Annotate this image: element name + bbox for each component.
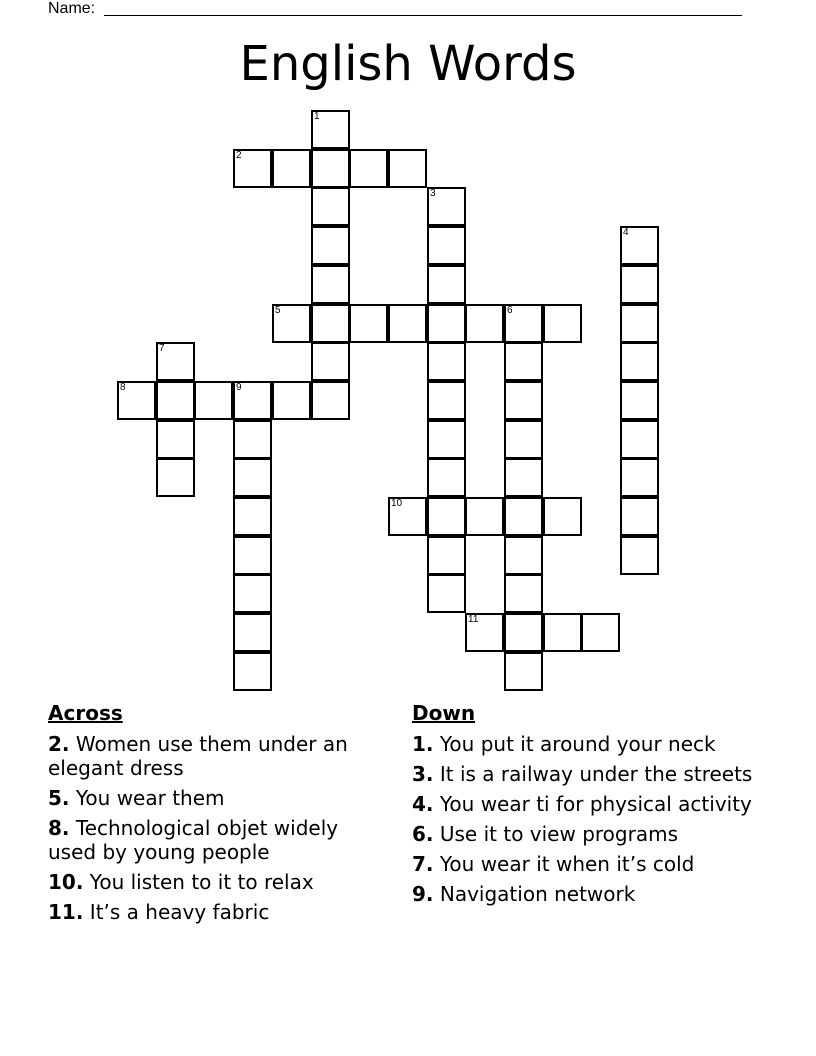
crossword-cell[interactable]	[156, 342, 195, 381]
crossword-cell[interactable]	[427, 304, 466, 343]
crossword-cell[interactable]	[311, 149, 350, 188]
crossword-cell[interactable]	[311, 187, 350, 226]
crossword-cell[interactable]	[117, 381, 156, 420]
crossword-cell[interactable]	[427, 265, 466, 304]
clue-number: 9	[236, 382, 242, 393]
clue-number: 7	[159, 343, 165, 354]
clue-text: You listen to it to relax	[83, 870, 314, 894]
clue-text: Use it to view programs	[433, 822, 678, 846]
down-clue	[412, 762, 772, 786]
crossword-cell[interactable]	[194, 381, 233, 420]
crossword-cell[interactable]	[504, 381, 543, 420]
crossword-cell[interactable]	[311, 381, 350, 420]
across-clue	[48, 900, 388, 924]
across-clue-list	[48, 732, 388, 924]
crossword-cell[interactable]	[427, 420, 466, 459]
crossword-cell[interactable]	[388, 304, 427, 343]
crossword-cell[interactable]	[156, 458, 195, 497]
clue-number: 5	[275, 305, 281, 316]
crossword-cell[interactable]	[620, 381, 659, 420]
crossword-cell[interactable]	[272, 149, 311, 188]
crossword-cell[interactable]	[543, 304, 582, 343]
crossword-cell[interactable]	[233, 652, 272, 691]
down-clue	[412, 882, 772, 906]
across-clue	[48, 870, 388, 894]
crossword-cell[interactable]	[620, 304, 659, 343]
page-title: English Words	[239, 36, 577, 92]
crossword-cell[interactable]	[233, 458, 272, 497]
clue-text: It is a railway under the streets	[433, 762, 753, 786]
clue-num: 7.	[412, 852, 434, 876]
crossword-cell[interactable]	[427, 226, 466, 265]
down-clue-list	[412, 732, 772, 906]
crossword-cell[interactable]	[311, 342, 350, 381]
across-clue	[48, 816, 388, 864]
down-heading: Down	[412, 701, 476, 725]
crossword-cell[interactable]	[620, 420, 659, 459]
crossword-cell[interactable]	[233, 574, 272, 613]
crossword-cell[interactable]	[233, 420, 272, 459]
crossword-cell[interactable]	[504, 652, 543, 691]
clue-num: 5.	[48, 786, 70, 810]
clue-number: 8	[120, 382, 126, 393]
crossword-cell[interactable]	[311, 226, 350, 265]
crossword-cell[interactable]	[233, 613, 272, 652]
clue-text: It’s a heavy fabric	[83, 900, 270, 924]
clue-num: 3.	[412, 762, 434, 786]
crossword-cell[interactable]	[620, 342, 659, 381]
crossword-cell[interactable]	[311, 304, 350, 343]
clue-num: 10.	[48, 870, 84, 894]
crossword-cell[interactable]	[427, 574, 466, 613]
clue-number: 4	[623, 227, 629, 238]
crossword-cell[interactable]	[311, 110, 350, 149]
clue-text: Women use them under an elegant dress	[48, 732, 348, 780]
across-clue	[48, 732, 388, 780]
crossword-cell[interactable]	[349, 304, 388, 343]
crossword-cell[interactable]	[504, 458, 543, 497]
crossword-cell[interactable]	[427, 381, 466, 420]
clue-number: 11	[468, 614, 479, 625]
crossword-cell[interactable]	[620, 536, 659, 575]
clue-text: You wear them	[69, 786, 225, 810]
crossword-cell[interactable]	[156, 420, 195, 459]
crossword-cell[interactable]	[427, 536, 466, 575]
clue-number: 3	[430, 188, 436, 199]
crossword-cell[interactable]	[427, 342, 466, 381]
crossword-cell[interactable]	[349, 149, 388, 188]
crossword-cell[interactable]	[543, 497, 582, 536]
crossword-cell[interactable]	[504, 304, 543, 343]
crossword-cell[interactable]	[543, 613, 582, 652]
clue-num: 4.	[412, 792, 434, 816]
crossword-cell[interactable]	[465, 497, 504, 536]
crossword-cell[interactable]	[620, 458, 659, 497]
down-clue	[412, 792, 772, 816]
crossword-cell[interactable]	[465, 304, 504, 343]
crossword-cell[interactable]	[427, 458, 466, 497]
crossword-cell[interactable]	[311, 265, 350, 304]
down-clues	[412, 700, 772, 912]
clue-number: 10	[391, 498, 403, 509]
crossword-cell[interactable]	[388, 149, 427, 188]
clue-text: You put it around your neck	[433, 732, 716, 756]
crossword-cell[interactable]	[620, 226, 659, 265]
crossword-cell[interactable]	[233, 381, 272, 420]
crossword-cell[interactable]	[272, 304, 311, 343]
down-clue	[412, 822, 772, 846]
clue-text: You wear it when it’s cold	[433, 852, 695, 876]
crossword-cell[interactable]	[504, 420, 543, 459]
clue-num: 8.	[48, 816, 70, 840]
crossword-cell[interactable]	[504, 497, 543, 536]
clue-num: 11.	[48, 900, 84, 924]
clue-number: 2	[236, 150, 242, 161]
clue-text: You wear ti for physical activity	[433, 792, 752, 816]
across-clue	[48, 786, 388, 810]
crossword-cell[interactable]	[465, 613, 504, 652]
crossword-cell[interactable]	[388, 497, 427, 536]
clue-num: 6.	[412, 822, 434, 846]
crossword-cell[interactable]	[233, 149, 272, 188]
clue-text: Navigation network	[433, 882, 636, 906]
down-clue	[412, 852, 772, 876]
clue-number: 1	[314, 111, 320, 122]
crossword-cell[interactable]	[581, 613, 620, 652]
clue-text: Technological objet widely used by young people	[48, 816, 339, 864]
crossword-cell[interactable]	[233, 497, 272, 536]
across-clues	[48, 700, 388, 930]
crossword-cell[interactable]	[620, 265, 659, 304]
crossword-cell[interactable]	[504, 613, 543, 652]
clue-num: 2.	[48, 732, 70, 756]
crossword-cell[interactable]	[427, 187, 466, 226]
across-heading: Across	[48, 701, 123, 725]
crossword-cell[interactable]	[620, 497, 659, 536]
clue-num: 9.	[412, 882, 434, 906]
clue-num: 1.	[412, 732, 434, 756]
crossword-cell[interactable]	[156, 381, 195, 420]
crossword-cell[interactable]	[272, 381, 311, 420]
crossword-cell[interactable]	[504, 574, 543, 613]
name-label: Name:	[48, 0, 96, 17]
crossword-cell[interactable]	[504, 342, 543, 381]
down-clue	[412, 732, 772, 756]
clue-number: 6	[507, 305, 513, 316]
crossword-cell[interactable]	[233, 536, 272, 575]
crossword-cell[interactable]	[504, 536, 543, 575]
crossword-cell[interactable]	[427, 497, 466, 536]
